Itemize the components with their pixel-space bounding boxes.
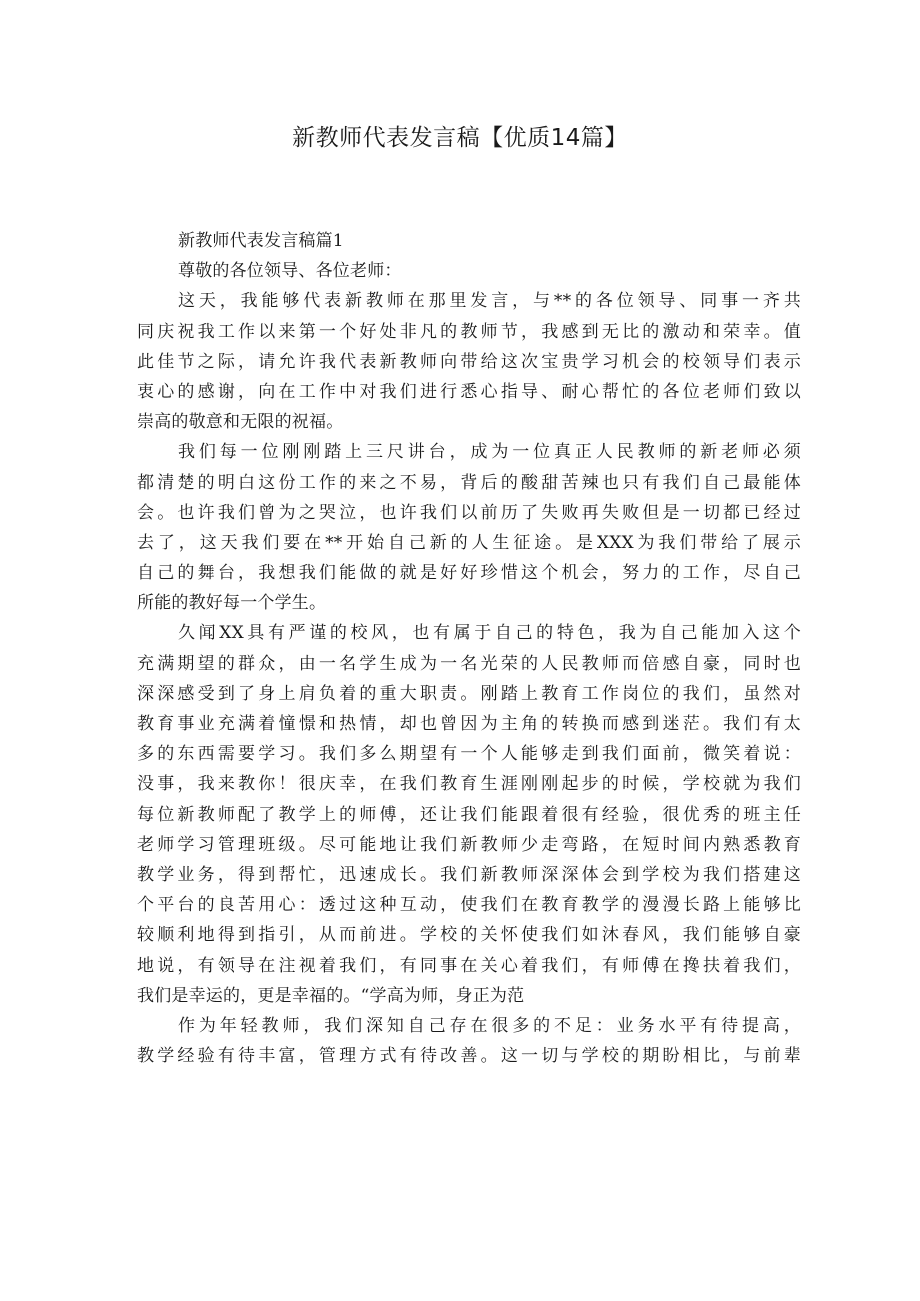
paragraph-line: 每位新教师配了教学上的师傅，还让我们能跟着很有经验，很优秀的班主任	[137, 804, 801, 825]
paragraph-line: 会。也许我们曾为之哭泣，也许我们以前历了失败再失败但是一切都已经过	[137, 502, 801, 523]
paragraph-1	[137, 286, 801, 437]
section-heading: 新教师代表发言稿篇1	[178, 231, 344, 251]
paragraph-line: 充满期望的群众，由一名学生成为一名光荣的人民教师而倍感自豪，同时也	[137, 653, 801, 674]
paragraph-line: 久闻XX具有严谨的校风，也有属于自己的特色，我为自己能加入这个	[178, 623, 801, 644]
paragraph-line: 去了，这天我们要在**开始自己新的人生征途。是XXX为我们带给了展示	[137, 532, 801, 553]
paragraph-line: 衷心的感谢，向在工作中对我们进行悉心指导、耐心帮忙的各位老师们致以	[137, 381, 801, 402]
paragraph-line: 深深感受到了身上肩负着的重大职责。刚踏上教育工作岗位的我们，虽然对	[137, 683, 801, 704]
paragraph-line: 较顺利地得到指引，从而前进。学校的关怀使我们如沐春风，我们能够自豪	[137, 925, 801, 946]
paragraph-line: 崇高的敬意和无限的祝福。	[137, 412, 344, 433]
paragraph-line: 我们每一位刚刚踏上三尺讲台，成为一位真正人民教师的新老师必须	[178, 442, 801, 463]
paragraph-line: 教学经验有待丰富，管理方式有待改善。这一切与学校的期盼相比，与前辈	[137, 1046, 801, 1067]
paragraph-line: 同庆祝我工作以来第一个好处非凡的教师节，我感到无比的激动和荣幸。值	[137, 321, 801, 342]
paragraph-line: 作为年轻教师，我们深知自己存在很多的不足：业务水平有待提高，	[178, 1015, 801, 1036]
paragraph-line: 老师学习管理班级。尽可能地让我们新教师少走弯路，在短时间内熟悉教育	[137, 834, 801, 855]
paragraph-line: 多的东西需要学习。我们多么期望有一个人能够走到我们面前，微笑着说：	[137, 744, 801, 765]
paragraph-line: 都清楚的明白这份工作的来之不易，背后的酸甜苦辣也只有我们自己最能体	[137, 472, 801, 493]
paragraph-line: 此佳节之际，请允许我代表新教师向带给这次宝贵学习机会的校领导们表示	[137, 351, 801, 372]
document-title: 新教师代表发言稿【优质14篇】	[292, 125, 628, 151]
paragraph-line: 教育事业充满着憧憬和热情，却也曾因为主角的转换而感到迷茫。我们有太	[137, 714, 801, 734]
salutation: 尊敬的各位领导、各位老师：	[178, 261, 402, 282]
paragraph-2	[137, 437, 801, 618]
document-body	[137, 226, 801, 1071]
paragraph-line: 没事，我来教你！很庆幸，在我们教育生涯刚刚起步的时候，学校就为我们	[137, 774, 801, 795]
paragraph-line: 教学业务，得到帮忙，迅速成长。我们新教师深深体会到学校为我们搭建这	[137, 864, 801, 885]
paragraph-line: 自己的舞台，我想我们能做的就是好好珍惜这个机会，努力的工作，尽自己	[137, 563, 801, 584]
paragraph-line: 所能的教好每一个学生。	[137, 593, 327, 614]
paragraph-line: 地说，有领导在注视着我们，有同事在关心着我们，有师傅在搀扶着我们，	[137, 955, 801, 976]
paragraph-4	[137, 1011, 801, 1071]
paragraph-line: 个平台的良苦用心：透过这种互动，使我们在教育教学的漫漫长路上能够比	[137, 895, 801, 916]
paragraph-line: 这天，我能够代表新教师在那里发言，与**的各位领导、同事一齐共	[178, 291, 801, 312]
paragraph-3	[137, 618, 801, 1010]
paragraph-line: 我们是幸运的，更是幸福的。“学高为师，身正为范	[137, 985, 525, 1006]
